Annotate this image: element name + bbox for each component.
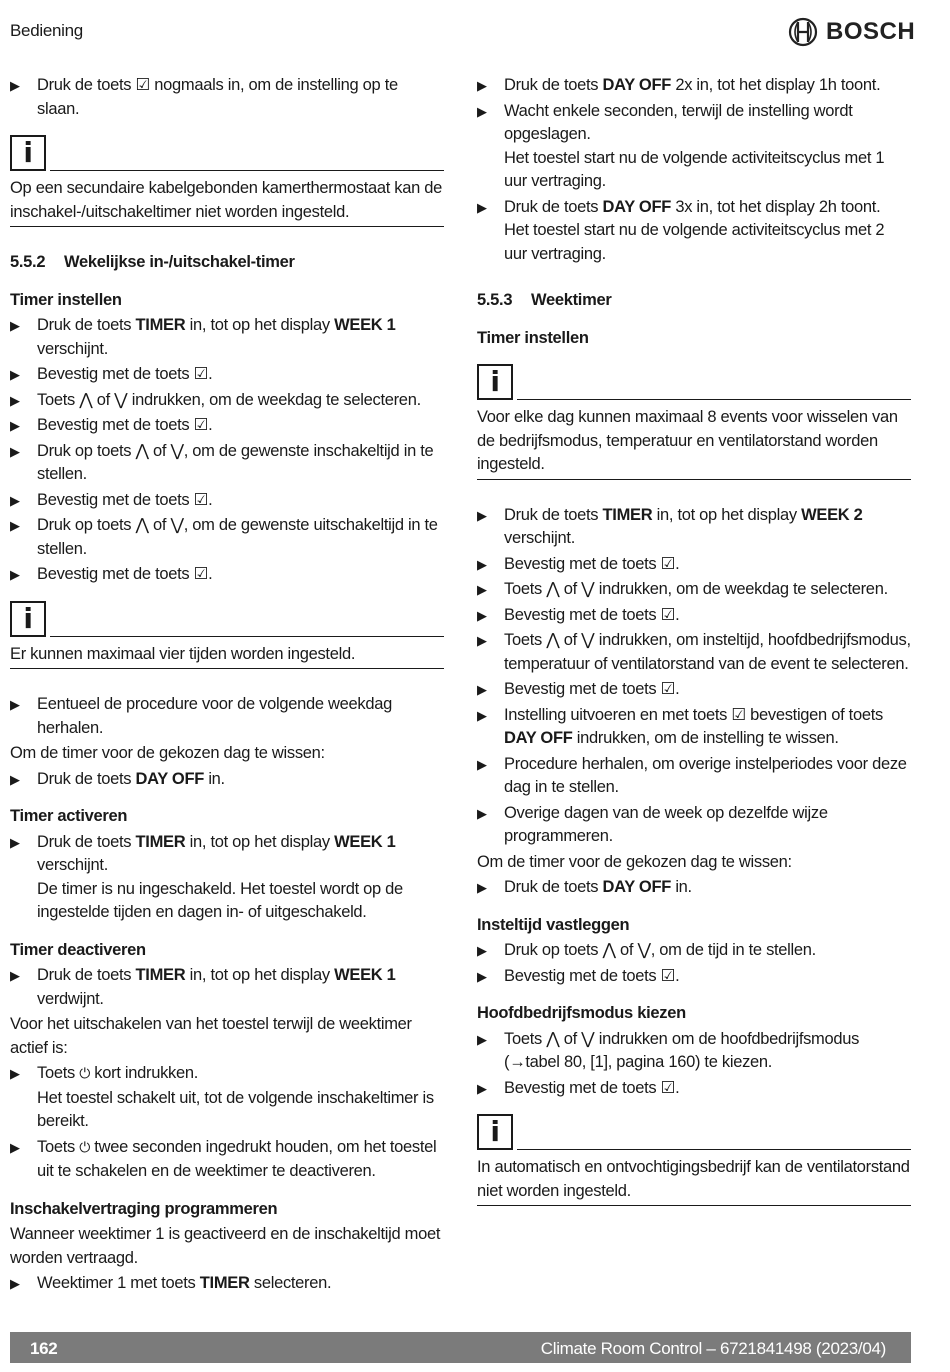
subheading: Timer instellen — [477, 328, 589, 347]
paragraph: Voor het uitschakelen van het toestel terwijl de weektimer actief is: — [10, 1015, 412, 1057]
bullet-arrow-icon: ▶ — [477, 880, 487, 895]
info-note-text: In automatisch en ontvochtigingsbedrijf kan de ventilatorstand niet worden ingesteld. — [477, 1156, 911, 1206]
info-note — [477, 1110, 911, 1206]
list-item: ▶ Bevestig met de toets ☑. — [10, 414, 444, 438]
paragraph: Om de timer voor de gekozen dag te wissen: — [477, 852, 792, 871]
list-item: ▶ Bevestig met de toets ☑. — [477, 678, 911, 702]
bullet-arrow-icon: ▶ — [477, 1031, 487, 1047]
info-note — [10, 597, 444, 670]
subheading: Timer activeren — [10, 807, 128, 825]
info-icon: i — [477, 1114, 513, 1150]
list-item: ▶ Weektimer 1 met toets TIMER selecteren. — [10, 1272, 444, 1296]
list-item: ▶ Druk op toets ⋀ of ⋁, om de gewenste uitschakeltijd in te stellen. — [10, 516, 438, 558]
list-item: ▶ Bevestig met de toets ☑. — [477, 553, 911, 577]
bullet-arrow-icon: ▶ — [477, 607, 487, 623]
bullet-arrow-icon: ▶ — [10, 1139, 20, 1155]
bullet-arrow-icon: ▶ — [10, 1276, 20, 1291]
document-reference: Climate Room Control – 6721841498 (2023/04) — [540, 1339, 886, 1358]
bullet-arrow-icon: ▶ — [477, 943, 487, 958]
bullet-arrow-icon: ▶ — [477, 633, 487, 648]
bullet-arrow-icon: ▶ — [10, 367, 20, 382]
bullet-arrow-icon: ▶ — [477, 507, 487, 523]
list-item: ▶ Toets ⋀ of ⋁ indrukken, om insteltijd, hoofdbedrijfsmodus, temperatuur of ventilatorstand van de event te selecteren. — [477, 631, 911, 673]
bullet-arrow-icon: ▶ — [10, 443, 20, 459]
subheading: Inschakelvertraging programmeren — [10, 1199, 278, 1218]
bullet-arrow-icon: ▶ — [477, 103, 487, 119]
list-item: ▶ Druk de toets DAY OFF 2x in, tot het display 1h toont. — [477, 74, 911, 98]
bullet-arrow-icon: ▶ — [477, 582, 487, 597]
list-item: ▶ Eentueel de procedure voor de volgende weekdag herhalen. — [10, 695, 392, 737]
bullet-arrow-icon: ▶ — [477, 968, 487, 984]
bullet-arrow-icon: ▶ — [477, 707, 487, 723]
info-icon: i — [477, 364, 513, 400]
bosch-logo — [788, 17, 915, 47]
list-item: ▶ Druk de toets TIMER in, tot op het display WEEK 1 verschijnt. De timer is nu ingeschakeld. Het toestel wordt op de ingestelde tijden en dagen in- of uitgeschakeld. — [10, 832, 403, 921]
info-note — [477, 360, 911, 480]
bullet-arrow-icon: ▶ — [10, 518, 20, 533]
info-icon: i — [10, 135, 46, 171]
bullet-arrow-icon: ▶ — [10, 567, 20, 582]
subheading: Insteltijd vastleggen — [477, 915, 630, 934]
bullet-arrow-icon: ▶ — [10, 418, 20, 433]
list-item: ▶ Druk de toets TIMER in, tot op het display WEEK 2 verschijnt. — [477, 505, 863, 547]
bosch-armature-icon — [788, 17, 818, 47]
list-item: ▶ Druk de toets ☑ nogmaals in, om de instelling op te slaan. — [10, 76, 398, 118]
subheading: Timer deactiveren — [10, 940, 146, 959]
paragraph: Om de timer voor de gekozen dag te wissen: — [10, 744, 325, 762]
right-column — [477, 74, 911, 1230]
section-heading: 5.5.3 Weektimer — [477, 291, 612, 309]
bullet-arrow-icon: ▶ — [477, 756, 487, 772]
list-item: ▶ Bevestig met de toets ☑. — [10, 563, 444, 587]
list-item: ▶ Druk de toets DAY OFF 3x in, tot het display 2h toont. Het toestel start nu de volgende activiteitscyclus met 2 uur vertraging. — [477, 197, 885, 263]
page-number: 162 — [30, 1339, 58, 1358]
power-icon: ⏻ — [79, 1139, 91, 1156]
list-item: ▶ Instelling uitvoeren en met toets ☑ bevestigen of toets DAY OFF indrukken, om de instelling te wissen. — [477, 705, 883, 747]
power-icon: ⏻ — [79, 1066, 91, 1082]
bullet-arrow-icon: ▶ — [10, 834, 20, 850]
section-heading: 5.5.2 Wekelijkse in-/uitschakel-timer — [10, 253, 295, 271]
paragraph: Wanneer weektimer 1 is geactiveerd en de inschakeltijd moet worden vertraagd. — [10, 1225, 441, 1267]
list-item: ▶ Bevestig met de toets ☑. — [477, 965, 911, 989]
footer-bar — [10, 1332, 911, 1363]
bullet-arrow-icon: ▶ — [10, 492, 20, 508]
list-item: ▶ Toets ⋀ of ⋁ indrukken, om de weekdag te selecteren. — [10, 389, 444, 413]
list-item: ▶ Toets ⋀ of ⋁ indrukken om de hoofdbedrijfsmodus (→tabel 80, [1], pagina 160) te kiezen. — [477, 1029, 860, 1071]
subheading: Timer instellen — [10, 290, 122, 309]
list-item: ▶ Bevestig met de toets ☑. — [477, 1077, 911, 1101]
bullet-arrow-icon: ▶ — [10, 968, 20, 983]
list-item: ▶ Procedure herhalen, om overige instelperiodes voor deze dag in te stellen. — [477, 754, 907, 796]
list-item: ▶ Bevestig met de toets ☑. — [477, 604, 911, 628]
list-item: ▶ Toets ⋀ of ⋁ indrukken, om de weekdag te selecteren. — [477, 578, 911, 602]
bullet-arrow-icon: ▶ — [10, 771, 20, 787]
list-item: ▶ Bevestig met de toets ☑. — [10, 489, 444, 513]
bullet-arrow-icon: ▶ — [477, 682, 487, 697]
bullet-arrow-icon: ▶ — [10, 318, 20, 333]
bullet-arrow-icon: ▶ — [10, 78, 20, 93]
bullet-arrow-icon: ▶ — [477, 199, 487, 215]
list-item: ▶ Overige dagen van de week op dezelfde wijze programmeren. — [477, 803, 828, 845]
info-note — [10, 131, 444, 227]
list-item: ▶ Wacht enkele seconden, terwijl de instelling wordt opgeslagen. Het toestel start nu de volgende activiteitscyclus met 1 uur vertraging. — [477, 101, 885, 190]
subheading: Hoofdbedrijfsmodus kiezen — [477, 1004, 686, 1022]
bullet-arrow-icon: ▶ — [10, 1066, 20, 1081]
list-item: ▶ Druk de toets TIMER in, tot op het display WEEK 1 verschijnt. — [10, 316, 396, 358]
header-section-title: Bediening — [10, 21, 83, 40]
list-item: ▶ Druk de toets TIMER in, tot op het display WEEK 1 verdwijnt. — [10, 966, 396, 1008]
list-item: ▶ Druk op toets ⋀ of ⋁, om de tijd in te stellen. — [477, 939, 911, 963]
bullet-arrow-icon: ▶ — [477, 78, 487, 93]
bullet-arrow-icon: ▶ — [477, 556, 487, 572]
list-item: ▶ Druk de toets DAY OFF in. — [10, 768, 444, 792]
list-item: ▶ Druk op toets ⋀ of ⋁, om de gewenste inschakeltijd in te stellen. — [10, 441, 434, 483]
info-icon: i — [10, 601, 46, 637]
bullet-arrow-icon: ▶ — [10, 392, 20, 408]
bullet-arrow-icon: ▶ — [477, 1080, 487, 1096]
bullet-arrow-icon: ▶ — [477, 805, 487, 821]
info-note-text: Er kunnen maximaal vier tijden worden ingesteld. — [10, 643, 444, 670]
list-item: ▶ Druk de toets DAY OFF in. — [477, 876, 911, 900]
list-item: ▶ Toets ⏻ twee seconden ingedrukt houden, om het toestel uit te schakelen en de weektimer te deactiveren. — [10, 1137, 437, 1180]
left-column — [10, 74, 444, 1298]
brand-name: BOSCH — [826, 18, 916, 46]
list-item: ▶ Toets ⏻ kort indrukken. Het toestel schakelt uit, tot de volgende inschakeltimer is bereikt. — [10, 1064, 434, 1130]
info-note-text: Op een secundaire kabelgebonden kamerthermostaat kan de inschakel-/uitschakeltimer niet worden ingesteld. — [10, 177, 444, 227]
info-note-text: Voor elke dag kunnen maximaal 8 events voor wisselen van de bedrijfsmodus, temperatuur en ventilatorstand worden ingesteld. — [477, 406, 911, 480]
list-item: ▶ Bevestig met de toets ☑. — [10, 363, 444, 387]
bullet-arrow-icon: ▶ — [10, 697, 20, 712]
